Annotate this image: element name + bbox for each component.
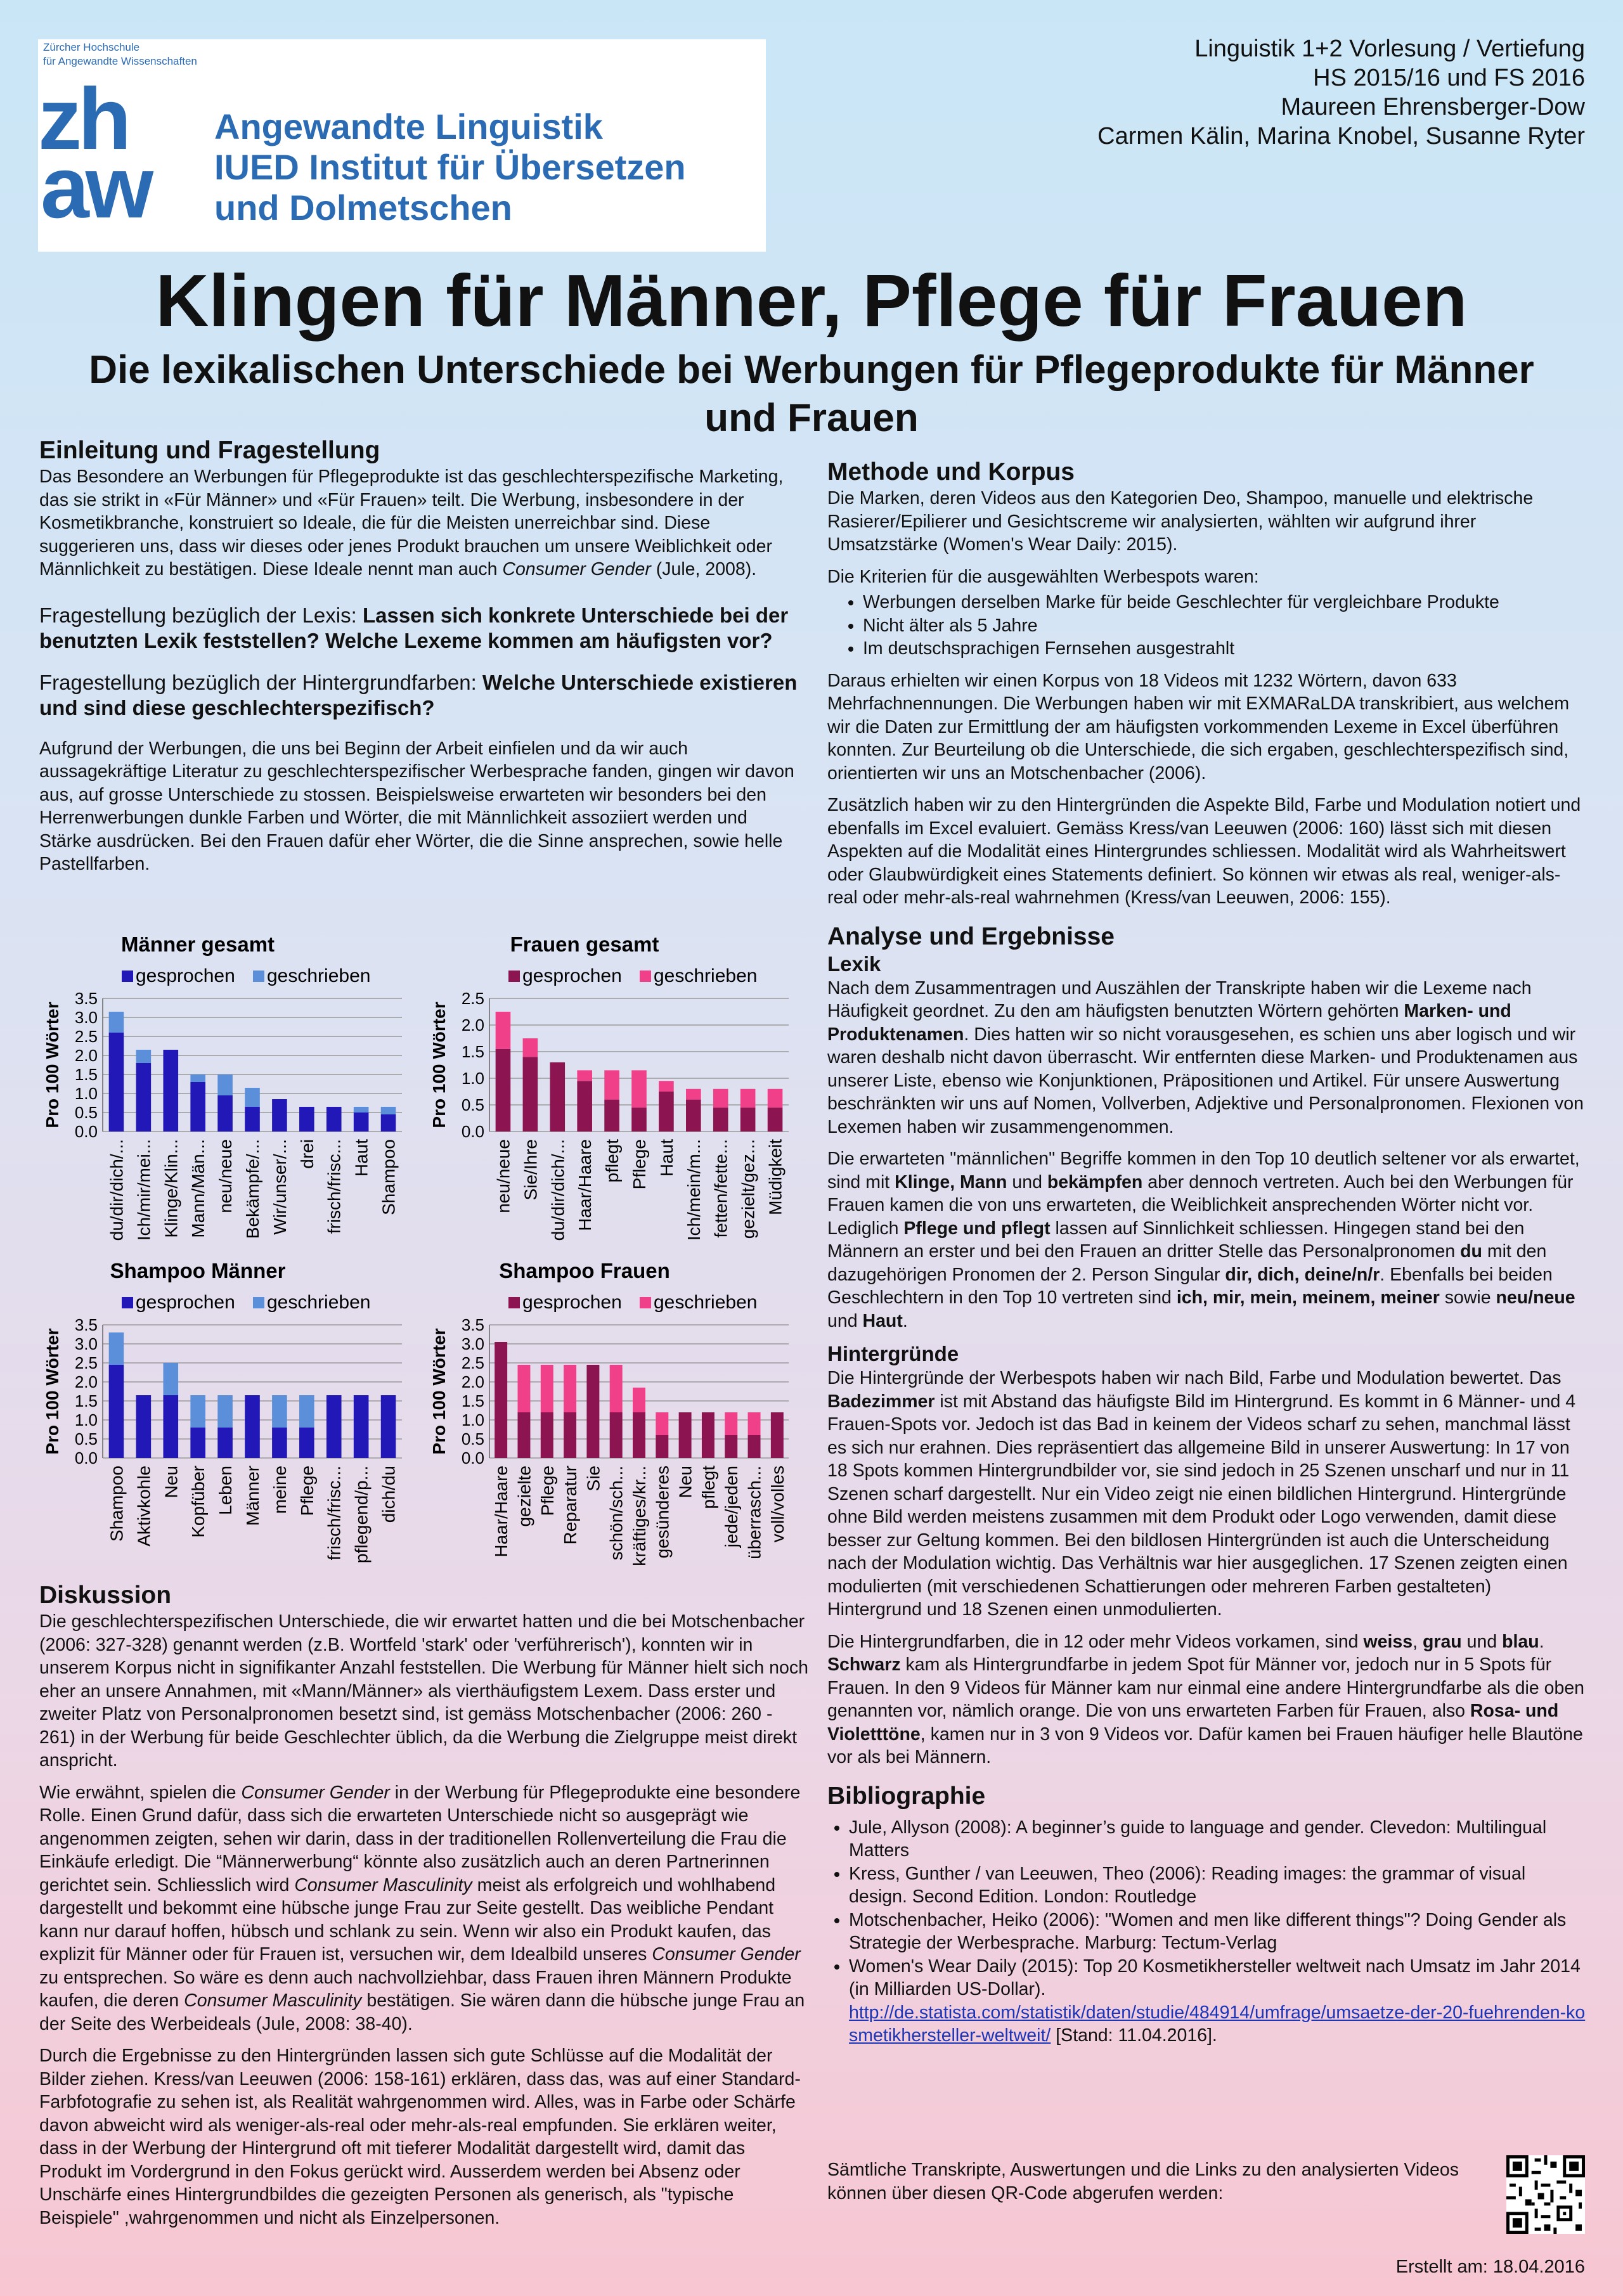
text-span: ist mit Abstand das häufigste Bild im Hintergrund. Es kommt in 6 Männer- und 4 Frauen-Spots vor. Jedoch ist das Bad in keinem der Videos scharf zu sehen, manchmal lässt es sich nur erahnen. Dies repräsentiert das allgemeine Bild in unserer Auswertung: In 17 von 18 Spots kommen Hintergrundbilder vor, sie sind jedoch in 25 Szenen unscharf und nur in 11 Szenen scharf dargestellt. Nur ein Video zeigt nie einen bildlichen Hintergrund. Hintergründe ohne Bild werden meistens zusammen mit dem Produkt oder Logo verwenden, damit diese besser zur Geltung kommen. Bei den bildlosen Hintergründen ist auch die Unterscheidung nach der Modulation wichtig. Das Verhältnis war hier ausgeglichen. 17 Szenen zeigten einen modulierten (mit verschiedenen Schattierungen oder mehreren Farben gestalteten) Hintergrund und 18 Szenen einen unmodulierten.	[827, 1391, 1576, 1620]
legend-swatch	[640, 971, 651, 982]
bibliography-item: • Kress, Gunther / van Leeuwen, Theo (2006): Reading images: the grammar of visual design. Second Edition. London: Routledge	[849, 1862, 1588, 1909]
text-span: Die erwarteten "männlichen" Begriffe kommen in den Top 10 deutlich seltener vor als erwartet, sind mit	[827, 1149, 1580, 1192]
y-tick-label: 1.5	[461, 1391, 484, 1410]
bar-segment	[659, 1081, 674, 1092]
y-tick-label: 3.5	[74, 989, 98, 1008]
bar-segment	[541, 1365, 553, 1412]
diskussion-title: Diskussion	[39, 1582, 172, 1609]
text-bold: dir, dich, deine/n/r	[1225, 1264, 1380, 1285]
bar-segment	[136, 1063, 152, 1132]
x-tick-label: Shampoo	[378, 1139, 399, 1215]
qr-text: Sämtliche Transkripte, Auswertungen und die Links zu den analysierten Videos können über diesen QR-Code abgerufen werden:	[827, 2160, 1459, 2203]
text-span: Die Hintergründe der Werbespots haben wir nach Bild, Farbe und Modulation bewertet. Das	[827, 1368, 1562, 1388]
y-tick-label: 1.0	[461, 1410, 484, 1429]
y-tick-label: 3.0	[74, 1334, 98, 1353]
x-tick-label: du/dir/dich/...	[548, 1139, 568, 1241]
bar-segment	[631, 1107, 647, 1132]
x-tick-label: gezielt/gez...	[738, 1139, 758, 1239]
y-tick-label: 0.5	[461, 1095, 484, 1114]
text-span: Fragestellung bezüglich der Hintergrundfarben:	[39, 670, 482, 694]
y-tick-label: 0.5	[74, 1429, 98, 1448]
bar-segment	[495, 1342, 507, 1458]
bar-segment	[381, 1107, 396, 1114]
bar-segment	[713, 1089, 728, 1107]
text-span: und	[1007, 1171, 1047, 1192]
legend-label: gesprochen	[136, 965, 235, 986]
lexik-paragraph1	[827, 977, 1588, 1139]
bar-segment	[659, 1092, 674, 1132]
methode-paragraph1: Die Marken, deren Videos aus den Kategorien Deo, Shampoo, manuelle und elektrische Rasierer/Epilierer und Gesichtscreme wir analysierten, wählten wir aufgrund ihrer Umsatzstärke (Women's Wear Daily: 2015).	[827, 488, 1534, 555]
x-tick-label: Müdigkeit	[765, 1139, 786, 1215]
poster-title: Klingen für Männer, Pflege für Frauen	[155, 259, 1468, 342]
bar-segment	[748, 1412, 761, 1435]
bar-segment	[299, 1428, 314, 1458]
list-item: • Werbungen derselben Marke für beide Geschlechter für vergleichbare Produkte	[863, 591, 1588, 614]
x-tick-label: Bekämpfe/...	[243, 1139, 262, 1239]
x-tick-label: neu/neue	[216, 1139, 236, 1213]
text-span: sowie	[1439, 1287, 1496, 1308]
chart-svg	[426, 1255, 794, 1578]
text-span: Wie erwähnt, spielen die	[39, 1782, 242, 1803]
y-tick-label: 0.0	[74, 1122, 98, 1141]
y-tick-label: 1.0	[74, 1084, 98, 1103]
diskussion-paragraph2	[39, 1781, 810, 2036]
x-tick-label: Haar/Haare	[575, 1139, 595, 1231]
text-span: Das Besondere an Werbungen für Pflegeprodukte ist das geschlechterspezifische Marketing, das sie strikt in «Für Männer» und «Für Frauen» teilt. Die Werbung, insbesondere in der Kosmetikbranche, konstruiert so Ideale, die für die Meisten unerreichbar sind. Diese suggerieren uns, dass wir dieses oder jenes Produkt brauchen um unsere Weiblichkeit oder Männlichkeit zu bestätigen. Diese Ideale nennt man auch	[39, 467, 784, 579]
x-tick-label: voll/volles	[767, 1466, 787, 1543]
y-tick-label: 0.0	[74, 1448, 98, 1467]
bar-segment	[217, 1428, 233, 1458]
chart-shampoo-maenner	[39, 1255, 407, 1578]
bar-segment	[327, 1395, 342, 1458]
x-tick-label: pflegt	[698, 1466, 718, 1509]
text-bold: Marken- und Produktenamen	[827, 1001, 1511, 1045]
bar-segment	[631, 1070, 647, 1107]
logo-small-line1: Zürcher Hochschule	[43, 41, 140, 53]
x-tick-label: pflegt	[602, 1139, 623, 1183]
methode-paragraph2: Die Kriterien für die ausgewählten Werbespots waren:	[827, 566, 1259, 587]
x-tick-label: pflegend/p...	[351, 1466, 372, 1564]
y-tick-label: 0.5	[461, 1429, 484, 1448]
bar-segment	[656, 1412, 668, 1435]
bar-segment	[523, 1038, 538, 1057]
x-tick-label: Kopfüber	[188, 1466, 209, 1538]
y-tick-label: 3.5	[74, 1315, 98, 1334]
bibliography-list	[827, 1816, 1588, 2048]
question-lexis	[39, 603, 800, 654]
chart-maenner-gesamt	[39, 929, 407, 1252]
text-span: , kamen nur in 3 von 9 Videos vor. Dafür kamen bei Frauen häufiger helle Blautöne vor als bei Männern.	[827, 1724, 1583, 1767]
bar-segment	[217, 1074, 233, 1095]
y-tick-label: 2.5	[461, 989, 484, 1008]
bar-segment	[577, 1070, 592, 1081]
x-tick-label: Sie	[583, 1466, 604, 1492]
bar-segment	[245, 1107, 260, 1132]
bar-segment	[190, 1074, 205, 1082]
einleitung-paragraph2: Aufgrund der Werbungen, die uns bei Beginn der Arbeit einfielen und da wir auch aussagekräftige Literatur zu geschlechterspezifischer Werbesprache fanden, gingen wir davon aus, auf grosse Unterschiede zu stossen. Beispielsweise erwarteten wir besonders bei den Herrenwerbungen dunkle Farben und Wörter, die mit Männlichkeit assoziiert werden und Stärke ausdrücken. Bei den Frauen dafür eher Wörter, die die Sinne ansprechen, sowie helle Pastellfarben.	[39, 738, 794, 874]
text-italic: Consumer Masculinity	[184, 1990, 362, 2011]
bar-segment	[725, 1412, 737, 1435]
bar-segment	[610, 1365, 623, 1412]
x-tick-label: Haar/Haare	[491, 1466, 512, 1558]
x-tick-label: Leben	[216, 1466, 236, 1515]
logo-line3: und Dolmetschen	[214, 188, 512, 228]
text-span: zu entsprechen. So wäre es denn auch nachvollziehbar, dass Frauen ihren Männern Produkte kaufen, die deren	[39, 1967, 792, 2011]
bar-segment	[740, 1089, 756, 1107]
text-span: [Stand: 11.04.2016].	[1051, 2025, 1217, 2046]
bar-segment	[541, 1412, 553, 1458]
bar-segment	[217, 1095, 233, 1132]
chart-title: Shampoo Männer	[110, 1259, 286, 1282]
bar-segment	[381, 1395, 396, 1458]
text-italic: Consumer Gender	[502, 559, 651, 579]
x-tick-label: Haut	[351, 1139, 372, 1177]
bar-segment	[740, 1107, 756, 1132]
bar-segment	[299, 1395, 314, 1428]
bar-segment	[109, 1012, 124, 1033]
y-axis-label: Pro 100 Wörter	[42, 1002, 62, 1128]
bar-segment	[686, 1100, 701, 1132]
text-span: Die Hintergrundfarben, die in 12 oder mehr Videos vorkamen, sind	[827, 1631, 1364, 1652]
methode-title: Methode und Korpus	[827, 458, 1075, 486]
zhaw-logo	[38, 39, 766, 252]
logo-line1: Angewandte Linguistik	[214, 106, 603, 146]
bar-segment	[702, 1412, 715, 1458]
legend-label: geschrieben	[654, 965, 758, 986]
chart-title: Männer gesamt	[120, 932, 275, 956]
chart-svg	[39, 929, 407, 1252]
y-axis-label: Pro 100 Wörter	[42, 1328, 62, 1455]
chart-frauen-gesamt	[426, 929, 794, 1252]
bar-segment	[136, 1395, 152, 1458]
bar-segment	[163, 1050, 178, 1132]
y-tick-label: 0.5	[74, 1103, 98, 1122]
bar-segment	[713, 1107, 728, 1132]
text-bold: Lassen sich konkrete Unterschiede bei der benutzten Lexik feststellen? Welche Lexeme kommen am häufigsten vor?	[39, 603, 789, 652]
list-item: • Im deutschsprachigen Fernsehen ausgestrahlt	[863, 637, 1588, 661]
bar-segment	[109, 1365, 124, 1458]
text-bold: blau	[1502, 1631, 1539, 1652]
bar-segment	[272, 1428, 287, 1458]
text-span: aber dennoch vertreten. Auch bei den Werbungen für Frauen kamen die von uns erwarteten, die Weiblichkeit ansprechenden Wörter nicht vor. Lediglich	[827, 1171, 1574, 1239]
text-span: mit den dazugehörigen Pronomen der 2. Person Singular	[827, 1241, 1547, 1285]
bar-segment	[564, 1365, 576, 1412]
y-tick-label: 1.0	[461, 1069, 484, 1088]
text-span: .	[1539, 1631, 1544, 1652]
logo-line2: IUED Institut für Übersetzen	[214, 147, 686, 187]
y-tick-label: 1.5	[461, 1042, 484, 1061]
logo-small-text	[43, 41, 197, 68]
chart-svg	[426, 929, 794, 1252]
bibliography-item: • Jule, Allyson (2008): A beginner’s guide to language and gender. Clevedon: Multilingual Matters	[849, 1816, 1588, 1862]
qr-code[interactable]	[1506, 2155, 1585, 2234]
x-tick-label: dich/du	[378, 1466, 399, 1523]
logo-small-line2: für Angewandte Wissenschaften	[43, 55, 197, 67]
text-span: . Ebenfalls bei beiden Geschlechtern in den Top 10 vertreten sind	[827, 1264, 1553, 1308]
legend-label: gesprochen	[136, 1292, 235, 1313]
x-tick-label: Ich/mir/mei...	[134, 1139, 154, 1241]
diskussion-paragraph3: Durch die Ergebnisse zu den Hintergründen lassen sich gute Schlüsse auf die Modalität der Bilder ziehen. Kress/van Leeuwen (2006: 158-161) erklären, dass das, was auf einer Standard-Farbfotografie zu sehen ist, als Realität wahrgenommen wird. Alles, was in Farbe oder Schärfe davon abweicht wird als weniger-als-real oder mehr-als-real empfunden. Sie erklären weiter, dass in der Werbung der Hintergrund oft mit tieferer Modalität dargestellt wird, damit das Produkt im Vordergrund in den Fokus gerückt wird. Ausserdem werden bei Absenz oder Unschärfe eines Hintergrundbildes die gezeigten Personen als generisch, als "typische Beispiele" ,wahrgenommen und nicht als Einzelpersonen.	[39, 2046, 801, 2228]
bar-segment	[517, 1365, 530, 1412]
text-span: Women's Wear Daily (2015): Top 20 Kosmetikhersteller weltweit nach Umsatz im Jahr 2014 (in Milliarden US-Dollar).	[849, 1956, 1581, 1999]
bar-segment	[190, 1395, 205, 1428]
bar-segment	[496, 1012, 511, 1049]
bar-segment	[604, 1100, 619, 1132]
bar-segment	[768, 1089, 783, 1107]
bar-segment	[748, 1435, 761, 1458]
logo-letters-bottom: aw	[41, 139, 150, 236]
right-column	[827, 458, 1588, 2056]
y-tick-label: 2.0	[461, 1372, 484, 1391]
text-span: (Jule, 2008).	[650, 559, 757, 579]
y-axis-label: Pro 100 Wörter	[429, 1002, 449, 1128]
y-tick-label: 1.5	[74, 1391, 98, 1410]
bar-segment	[163, 1395, 178, 1458]
legend-label: gesprochen	[522, 1292, 622, 1313]
course-line1: Linguistik 1+2 Vorlesung / Vertiefung	[1194, 35, 1585, 62]
bar-segment	[656, 1435, 668, 1458]
einleitung-paragraph1	[39, 465, 800, 581]
course-info	[1097, 34, 1585, 151]
bar-segment	[190, 1428, 205, 1458]
y-axis-label: Pro 100 Wörter	[429, 1328, 449, 1455]
text-bold: Klinge, Mann	[895, 1171, 1007, 1192]
bar-segment	[610, 1412, 623, 1458]
einleitung-title: Einleitung und Fragestellung	[39, 437, 380, 464]
x-tick-label: Mann/Män...	[188, 1139, 209, 1238]
y-tick-label: 3.0	[461, 1334, 484, 1353]
bar-segment	[109, 1033, 124, 1132]
y-tick-label: 2.5	[461, 1353, 484, 1372]
text-italic: Consumer Masculinity	[294, 1874, 472, 1895]
y-tick-label: 2.0	[74, 1372, 98, 1391]
x-tick-label: frisch/frisc...	[324, 1466, 344, 1561]
text-bold: ich, mir, mein, meinem, meiner	[1176, 1287, 1440, 1308]
x-tick-label: frisch/frisc...	[324, 1139, 344, 1234]
text-span: Fragestellung bezüglich der Lexis:	[39, 603, 363, 627]
text-bold: Schwarz	[827, 1654, 901, 1675]
hintergruende-paragraph2	[827, 1630, 1588, 1769]
bar-segment	[354, 1395, 369, 1458]
legend-swatch	[253, 1297, 264, 1308]
text-bold: Haut	[862, 1310, 903, 1331]
bar-segment	[686, 1089, 701, 1100]
course-line3: Maureen Ehrensberger-Dow	[1281, 94, 1585, 120]
bar-segment	[771, 1412, 784, 1458]
x-tick-label: du/dir/dich/...	[107, 1139, 127, 1241]
bar-segment	[577, 1081, 592, 1132]
text-span: ,	[1413, 1631, 1423, 1652]
bar-segment	[109, 1332, 124, 1365]
bar-segment	[245, 1088, 260, 1107]
creation-date: Erstellt am: 18.04.2016	[1395, 2257, 1585, 2277]
lexik-title: Lexik	[827, 951, 881, 976]
legend-label: geschrieben	[654, 1292, 758, 1313]
legend-label: geschrieben	[267, 965, 371, 986]
bar-segment	[564, 1412, 576, 1458]
logo-letters-top: zh	[38, 70, 128, 168]
x-tick-label: Pflege	[630, 1139, 649, 1190]
legend-swatch	[508, 1297, 520, 1308]
qr-code-graphic	[1506, 2155, 1585, 2234]
bar-segment	[679, 1412, 692, 1458]
bar-segment	[550, 1062, 565, 1132]
methode-paragraph3: Daraus erhielten wir einen Korpus von 18 Videos mit 1232 Wörtern, davon 633 Mehrfachnennungen. Die Werbungen haben wir mit EXMARaLDA transkribiert, aus welchem wir die Daten zur Ermittlung der am häufigsten vorkommenden Lexeme in Excel überführen konnten. Zur Beurteilung ob die Unterschiede, die sich ergaben, geschlechterspezifisch sind, orientierten wir uns an Motschenbacher (2006).	[827, 670, 1570, 784]
text-span: lassen auf Sinnlichkeit schliessen. Hingegen stand bei den Männern an erster und bei den Frauen an dritter Stelle das Personalpronomen	[827, 1218, 1525, 1261]
lexik-paragraph2	[827, 1147, 1588, 1332]
text-bold: du	[1460, 1241, 1482, 1261]
x-tick-label: gezielte	[514, 1466, 534, 1527]
text-span: in der Werbung für Pflegeprodukte eine besondere Rolle. Einen Grund dafür, dass sich die erwarteten Unterschiede nicht so ausgeprägt wie angenommen zeigten, sehen wir darin, dass in der traditionellen Rollenverteilung die Frau die Einkäufe erledigt. Die “Männerwerbung“ könnte also zusätzlich auch an deren Partnerinnen gerichtet sein. Schliesslich wird	[39, 1782, 801, 1895]
text-span: Nach dem Zusammentragen und Auszählen der Transkripte haben wir die Lexeme nach Häufigkeit geordnet. Zu den am häufigsten benutzten Wörtern gehörten	[827, 977, 1532, 1021]
bibliography-item	[849, 1955, 1588, 2048]
text-bold: bekämpfen	[1047, 1171, 1143, 1192]
bar-segment	[163, 1363, 178, 1395]
bar-segment	[381, 1114, 396, 1132]
x-tick-label: Reparatur	[560, 1466, 581, 1545]
x-tick-label: Ich/mein/m...	[683, 1139, 704, 1241]
x-tick-label: Klinge/Klin...	[161, 1139, 181, 1238]
x-tick-label: Neu	[675, 1466, 695, 1499]
y-tick-label: 3.5	[461, 1315, 484, 1334]
bar-segment	[299, 1107, 314, 1132]
text-italic: Consumer Gender	[241, 1782, 390, 1803]
x-tick-label: drei	[297, 1139, 317, 1169]
bibliography-item: • Motschenbacher, Heiko (2006): "Women and men like different things"? Doing Gender als Strategie der Werbesprache. Marburg: Tectum-Verlag	[849, 1909, 1588, 1955]
y-tick-label: 1.5	[74, 1065, 98, 1084]
x-tick-label: gesünderes	[652, 1466, 673, 1559]
text-bold: Badezimmer	[827, 1391, 935, 1412]
legend-swatch	[640, 1297, 651, 1308]
x-tick-label: Pflege	[537, 1466, 557, 1516]
text-span: meist als erfolgreich und wohlhabend dargestellt und bekommt eine hübsche junge Frau zur Seite gestellt. Das weibliche Pendant kann nur darauf hoffen, hübsch und schlank zu sein. Wenn wir also ein Produkt kaufen, das explizit für Männer oder für Frauen ist, versuchen wir, dem Idealbild unseres	[39, 1874, 776, 1964]
bar-segment	[633, 1388, 645, 1412]
y-tick-label: 1.0	[74, 1410, 98, 1429]
methode-paragraph4: Zusätzlich haben wir zu den Hintergründen die Aspekte Bild, Farbe und Modulation notiert und ebenfalls im Excel evaluiert. Gemäss Kress/van Leeuwen (2006: 160) lässt sich mit diesen Aspekten auf die Modalität eines Hintergrundes schliessen. Modalität wird als Wahrheitswert oder Glaubwürdigkeit eines Statements definiert. So können wir etwas als real, weniger-als-real oder mehr-als-real wahrnehmen (Kress/van Leeuwen, 2006: 155).	[827, 795, 1581, 908]
section-diskussion	[39, 1581, 810, 2238]
y-tick-label: 2.5	[74, 1353, 98, 1372]
text-span: .	[902, 1310, 908, 1331]
text-bold: Rosa- und Violetttöne	[827, 1701, 1559, 1745]
bar-segment	[136, 1050, 152, 1063]
text-italic: Consumer Gender	[652, 1944, 801, 1964]
bar-segment	[517, 1412, 530, 1458]
course-line2: HS 2015/16 und FS 2016	[1313, 65, 1585, 91]
x-tick-label: fetten/fette...	[711, 1139, 731, 1238]
text-span: . Dies hatten wir so nicht vorausgesehen, es schien uns aber logisch und wir waren deshalb nicht davon überrascht. Wir entfernten diese Marken- und Produktenamen aus unserer Liste, ebenso wie Konjunktionen, Präpositionen und Artikel. Für unsere Auswertung beschränkten wir uns auf Nomen, Vollverben, Adjektive und Personalpronomen. Flexionen von Lexemen haben wir zusammengenommen.	[827, 1024, 1584, 1137]
x-tick-label: Shampoo	[107, 1466, 127, 1542]
y-tick-label: 0.0	[461, 1122, 484, 1141]
x-tick-label: überrasch...	[744, 1466, 765, 1559]
bar-segment	[768, 1107, 783, 1132]
x-tick-label: meine	[269, 1466, 290, 1514]
diskussion-paragraph1: Die geschlechterspezifischen Unterschiede, die wir erwartet hatten und die bei Motschenbacher (2006: 327-328) genannt werden (z.B. Wortfeld 'stark' oder 'verführerisch'), konnten wir in unserem Korpus nicht in signifikanter Anzahl feststellen. Die Werbung für Männer hielt sich noch eher an unsere Annahmen, mit «Mann/Männer» als vierthäufigstem Lexem. Dass erster und zweiter Platz von Personalpronomen besetzt sind, ist gemäss Motschenbacher (2006: 260 - 261) in der Werbung für beide Geschlechter üblich, da die Werbung die Zielgruppe meist direkt anspricht.	[39, 1611, 808, 1770]
x-tick-label: Männer	[243, 1466, 262, 1526]
x-tick-label: Pflege	[297, 1466, 317, 1516]
x-tick-label: Neu	[161, 1466, 181, 1499]
text-span: und	[1461, 1631, 1503, 1652]
x-tick-label: Wir/unser/...	[269, 1139, 290, 1235]
x-tick-label: jede/jeden	[721, 1466, 742, 1548]
y-tick-label: 2.0	[461, 1016, 484, 1035]
statista-link[interactable]: http://de.statista.com/statistik/daten/studie/484914/umfrage/umsaetze-der-20-fuehrenden-kosmetikhersteller-weltweit/	[849, 2002, 1586, 2046]
bar-segment	[272, 1395, 287, 1428]
legend-swatch	[508, 971, 520, 982]
y-tick-label: 3.0	[74, 1008, 98, 1027]
hintergruende-paragraph1	[827, 1367, 1588, 1622]
bar-segment	[725, 1435, 737, 1458]
legend-swatch	[253, 971, 264, 982]
bar-segment	[354, 1113, 369, 1132]
bar-segment	[496, 1049, 511, 1132]
bar-segment	[217, 1395, 233, 1428]
list-item: • Nicht älter als 5 Jahre	[863, 614, 1588, 638]
text-span: kam als Hintergrundfarbe in jedem Spot für Männer vor, jedoch nur in 5 Spots für Frauen. In den 9 Videos für Männer kam nur einmal eine andere Hintergrundfarbe als die oben genannten vor, nämlich orange. Die von uns erwarteten Farben für Frauen, also	[827, 1654, 1585, 1721]
bar-segment	[190, 1082, 205, 1132]
bibliographie-title: Bibliographie	[827, 1782, 986, 1810]
legend-label: gesprochen	[522, 965, 622, 986]
chart-svg	[39, 1255, 407, 1578]
y-tick-label: 0.0	[461, 1448, 484, 1467]
legend-label: geschrieben	[267, 1292, 371, 1313]
poster-subtitle: Die lexikalischen Unterschiede bei Werbungen für Pflegeprodukte für Männer und Frauen	[89, 348, 1534, 440]
bar-segment	[523, 1057, 538, 1132]
text-bold: Welche Unterschiede existieren und sind diese geschlechterspezifisch?	[39, 670, 798, 719]
question-hintergrund	[39, 670, 800, 721]
x-tick-label: schön/sch...	[606, 1466, 626, 1561]
x-tick-label: Sie/Ihre	[521, 1139, 541, 1201]
text-bold: grau	[1422, 1631, 1462, 1652]
x-tick-label: neu/neue	[493, 1139, 514, 1213]
analyse-title: Analyse und Ergebnisse	[827, 922, 1115, 950]
chart-title: Frauen gesamt	[510, 932, 659, 956]
x-tick-label: Haut	[656, 1139, 676, 1177]
y-tick-label: 2.0	[74, 1046, 98, 1065]
chart-title: Shampoo Frauen	[499, 1259, 670, 1282]
section-einleitung	[39, 436, 800, 885]
course-line4: Carmen Kälin, Marina Knobel, Susanne Ryter	[1097, 123, 1585, 150]
text-span: und	[827, 1310, 863, 1331]
chart-shampoo-frauen	[426, 1255, 794, 1578]
x-tick-label: Aktivkohle	[134, 1466, 154, 1547]
bar-segment	[604, 1070, 619, 1099]
criteria-list	[827, 591, 1588, 661]
legend-swatch	[122, 1297, 133, 1308]
bar-segment	[586, 1365, 599, 1458]
text-bold: neu/neue	[1496, 1287, 1575, 1308]
text-bold: weiss	[1363, 1631, 1413, 1652]
hintergruende-title: Hintergründe	[827, 1342, 959, 1365]
text-bold: Pflege und pflegt	[903, 1218, 1051, 1239]
x-tick-label: kräftiges/kr...	[630, 1466, 649, 1566]
bar-segment	[245, 1395, 260, 1458]
bar-segment	[272, 1099, 287, 1132]
y-tick-label: 2.5	[74, 1027, 98, 1046]
legend-swatch	[122, 971, 133, 982]
bar-segment	[327, 1107, 342, 1132]
text-span: bestätigen. Sie wären dann die hübsche junge Frau an der Seite des Werbeideals (Jule, 2008: 38-40).	[39, 1990, 805, 2034]
bar-segment	[354, 1107, 369, 1113]
bar-segment	[633, 1412, 645, 1458]
